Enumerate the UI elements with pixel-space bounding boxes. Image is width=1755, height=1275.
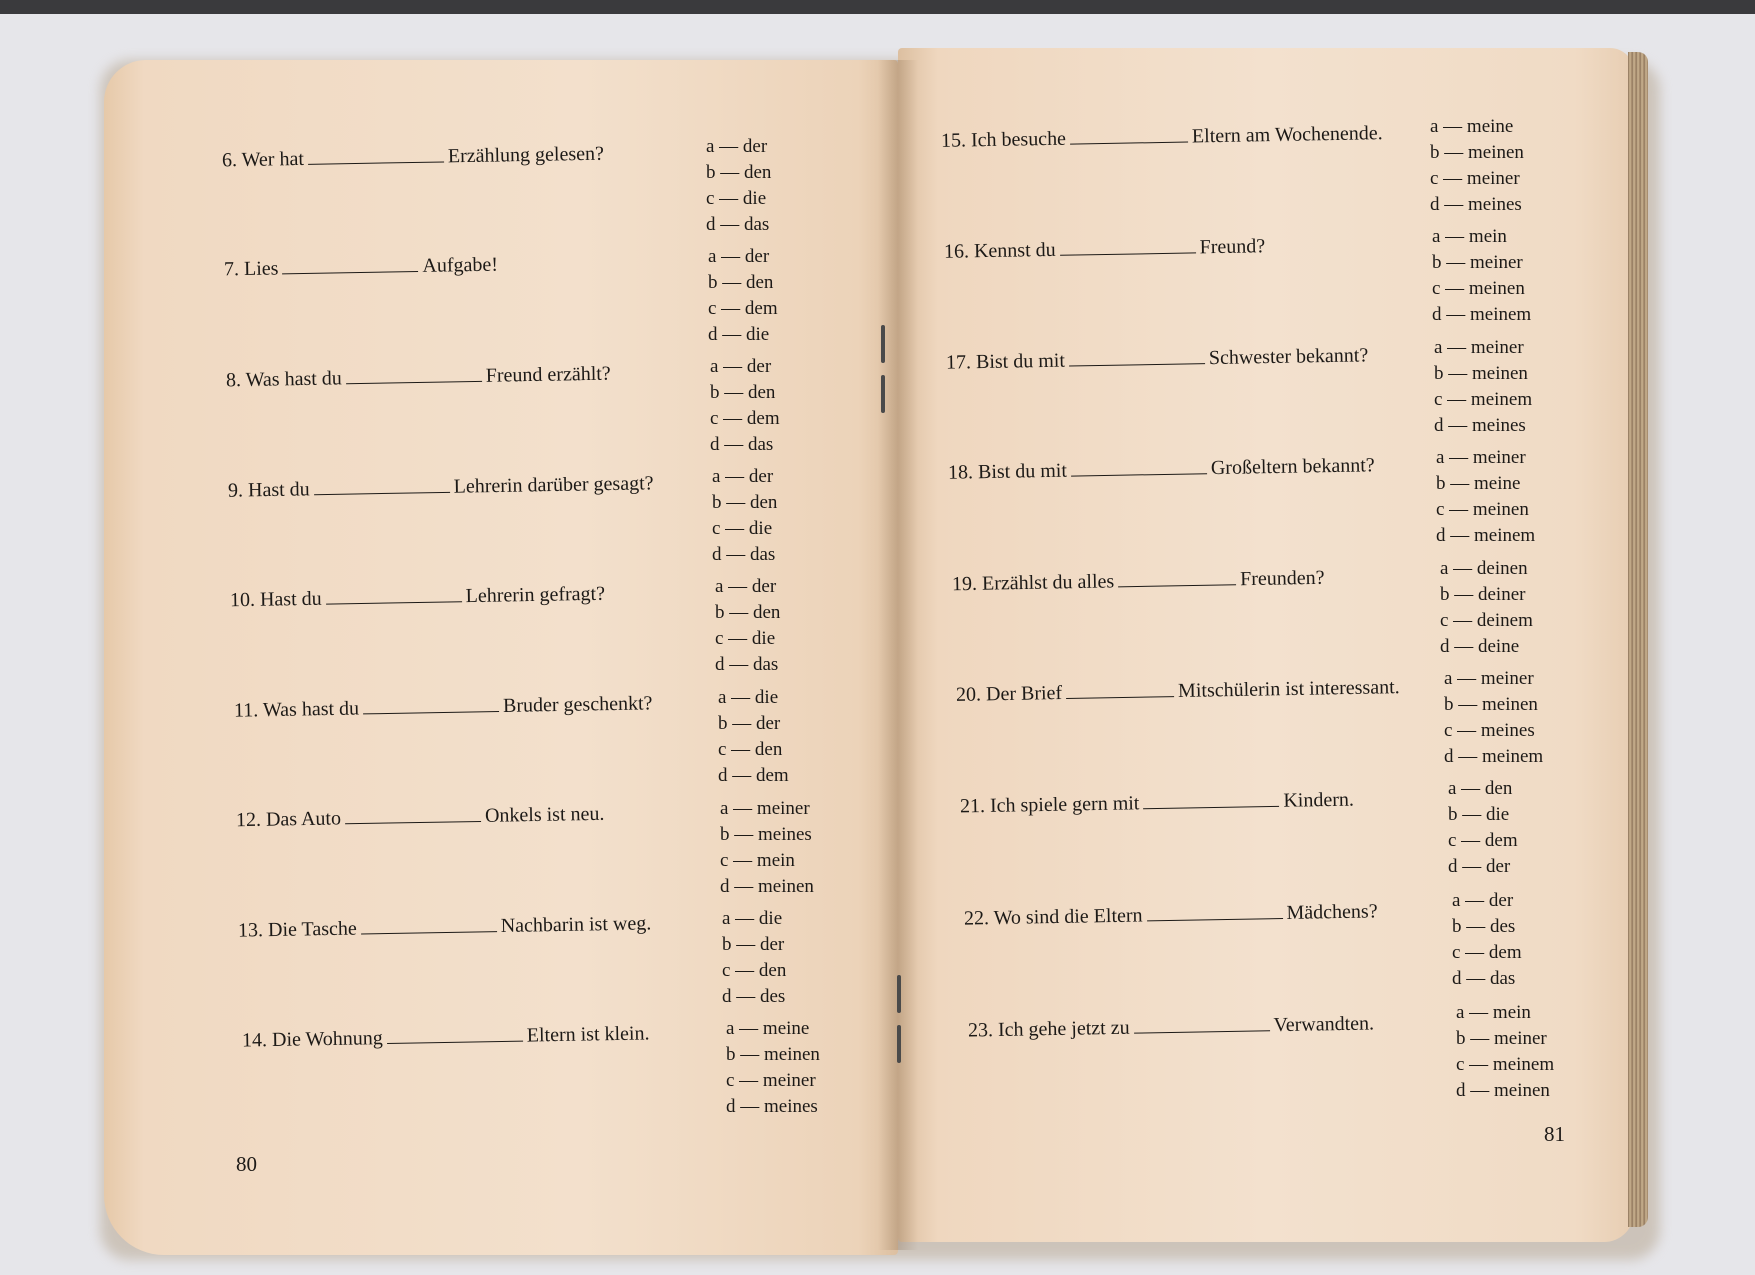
option-b[interactable]: b — den xyxy=(706,162,772,183)
option-d[interactable]: d — die xyxy=(708,324,770,345)
option-d[interactable]: d — meines xyxy=(726,1096,818,1117)
option-c[interactable]: c — meinem xyxy=(1434,389,1533,410)
option-c[interactable]: c — den xyxy=(722,960,787,981)
staple-top xyxy=(881,325,885,363)
option-c[interactable]: c — meinen xyxy=(1436,499,1529,520)
question-number: 8. xyxy=(225,369,242,392)
option-b[interactable]: b — meinen xyxy=(1430,142,1524,163)
question-text-after: Mitschülerin ist interessant. xyxy=(1177,676,1400,702)
option-d[interactable]: d — das xyxy=(706,214,770,235)
question-text-after: Erzählung gelesen? xyxy=(447,142,605,168)
question-number: 9. xyxy=(227,479,244,502)
question-text-after: Schwester bekannt? xyxy=(1208,344,1369,370)
answer-blank[interactable] xyxy=(1143,790,1279,809)
option-d[interactable]: d — meines xyxy=(1430,194,1522,215)
question-text-after: Aufgabe! xyxy=(422,253,499,277)
option-d[interactable]: d — des xyxy=(722,986,786,1007)
question-text-after: Lehrerin darüber gesagt? xyxy=(453,472,654,498)
staple-lower xyxy=(897,975,901,1013)
option-a[interactable]: a — der xyxy=(1452,890,1514,911)
option-b[interactable]: b — meiner xyxy=(1432,252,1523,273)
option-a[interactable]: a — meine xyxy=(1430,116,1514,137)
option-c[interactable]: c — dem xyxy=(710,408,780,429)
option-a[interactable]: a — der xyxy=(706,136,768,157)
option-d[interactable]: d — das xyxy=(710,434,774,455)
question-number: 7. xyxy=(223,258,240,281)
option-a[interactable]: a — den xyxy=(1448,778,1513,799)
question-text-after: Eltern ist klein. xyxy=(526,1022,650,1047)
question-number: 11. xyxy=(233,699,259,722)
option-c[interactable]: c — die xyxy=(715,628,776,649)
answer-blank[interactable] xyxy=(313,476,449,495)
question-text-after: Kindern. xyxy=(1283,788,1355,812)
option-a[interactable]: a — der xyxy=(712,466,774,487)
option-a[interactable]: a — meiner xyxy=(1436,447,1526,468)
question-text-before: Lies xyxy=(243,257,279,281)
options-21 xyxy=(1448,776,1518,880)
question-text-after: Mädchens? xyxy=(1286,900,1378,924)
option-a[interactable]: a — meiner xyxy=(720,798,810,819)
right-page-number: 81 xyxy=(1544,1122,1565,1146)
option-d[interactable]: d — meinen xyxy=(1456,1080,1550,1101)
question-7 xyxy=(224,254,498,282)
options-20 xyxy=(1444,666,1543,770)
answer-blank[interactable] xyxy=(1071,457,1207,476)
staple-middle xyxy=(881,375,885,413)
question-text-after: Lehrerin gefragt? xyxy=(465,582,606,608)
left-page-number: 80 xyxy=(236,1152,257,1176)
question-text-before: Was hast du xyxy=(262,697,360,722)
question-text-after: Freund? xyxy=(1199,235,1266,259)
question-number: 12. xyxy=(235,808,262,832)
question-number: 14. xyxy=(241,1029,268,1052)
staple-bottom xyxy=(897,1025,901,1063)
question-text-before: Ich besuche xyxy=(970,127,1067,152)
options-17 xyxy=(1434,335,1532,439)
question-number: 10. xyxy=(229,588,256,612)
question-text-before: Ich spiele gern mit xyxy=(989,792,1140,817)
scan-top-edge xyxy=(0,0,1755,14)
option-a[interactable]: a — meiner xyxy=(1444,668,1534,689)
question-number: 18. xyxy=(947,461,974,484)
answer-blank[interactable] xyxy=(1118,568,1236,587)
option-b[interactable]: b — den xyxy=(708,272,774,293)
option-c[interactable]: c — meinen xyxy=(1432,278,1525,299)
option-c[interactable]: c — dem xyxy=(1448,830,1518,851)
question-number: 22. xyxy=(963,907,990,930)
question-number: 17. xyxy=(945,351,972,374)
option-b[interactable]: b — des xyxy=(1452,916,1516,937)
question-text-after: Freunden? xyxy=(1239,566,1325,591)
option-b[interactable]: b — deiner xyxy=(1440,584,1526,605)
option-a[interactable]: a — der xyxy=(708,246,770,267)
answer-blank[interactable] xyxy=(1059,236,1195,255)
answer-blank[interactable] xyxy=(361,915,497,934)
question-text-before: Erzählst du alles xyxy=(981,570,1115,595)
option-b[interactable]: b — meine xyxy=(1436,473,1521,494)
question-text-after: Großeltern bekannt? xyxy=(1210,454,1375,480)
question-text-before: Der Brief xyxy=(985,682,1063,706)
answer-blank[interactable] xyxy=(345,805,481,824)
option-b[interactable]: b — meiner xyxy=(1456,1028,1547,1049)
option-a[interactable]: a — mein xyxy=(1456,1002,1531,1023)
options-9 xyxy=(712,464,777,568)
option-c[interactable]: c — die xyxy=(712,518,773,539)
option-a[interactable]: a — der xyxy=(715,576,777,597)
option-a[interactable]: a — die xyxy=(722,908,783,929)
option-b[interactable]: b — meines xyxy=(720,824,812,845)
options-18 xyxy=(1436,445,1535,549)
answer-blank[interactable] xyxy=(325,585,461,604)
question-number: 6. xyxy=(221,149,238,172)
option-b[interactable]: b — meinen xyxy=(726,1044,820,1065)
options-8 xyxy=(710,354,780,458)
option-c[interactable]: c — dem xyxy=(1452,942,1522,963)
answer-blank[interactable] xyxy=(363,695,499,714)
answer-blank[interactable] xyxy=(308,145,444,164)
option-a[interactable]: a — meine xyxy=(726,1018,810,1039)
answer-blank[interactable] xyxy=(387,1025,523,1044)
question-text-before: Die Wohnung xyxy=(271,1027,383,1052)
option-c[interactable]: c — meinem xyxy=(1456,1054,1555,1075)
option-c[interactable]: c — dem xyxy=(708,298,778,319)
question-text-after: Onkels ist neu. xyxy=(484,802,605,827)
option-b[interactable]: b — meinen xyxy=(1444,694,1538,715)
answer-blank[interactable] xyxy=(1066,680,1174,699)
option-c[interactable]: c — die xyxy=(706,188,767,209)
question-number: 13. xyxy=(237,919,264,942)
question-text-after: Nachbarin ist weg. xyxy=(500,912,652,938)
options-11 xyxy=(718,685,789,789)
answer-blank[interactable] xyxy=(1146,902,1282,921)
question-text-before: Das Auto xyxy=(265,807,342,831)
question-text-after: Eltern am Wochenende. xyxy=(1191,122,1383,148)
option-b[interactable]: b — den xyxy=(712,492,778,513)
option-d[interactable]: d — deine xyxy=(1440,636,1520,657)
option-d[interactable]: d — meines xyxy=(1434,415,1526,436)
answer-blank[interactable] xyxy=(1070,126,1188,145)
option-c[interactable]: c — meiner xyxy=(1430,168,1520,189)
option-b[interactable]: b — den xyxy=(710,382,776,403)
options-23 xyxy=(1456,1000,1554,1104)
option-d[interactable]: d — meinem xyxy=(1432,304,1532,325)
option-b[interactable]: b — der xyxy=(722,934,785,955)
option-d[interactable]: d — meinem xyxy=(1444,746,1544,767)
option-a[interactable]: a — der xyxy=(710,356,772,377)
question-number: 16. xyxy=(943,240,970,263)
option-c[interactable]: c — mein xyxy=(720,850,795,871)
question-text-before: Ich gehe jetzt zu xyxy=(997,1016,1130,1042)
options-22 xyxy=(1452,888,1522,992)
option-c[interactable]: c — deinem xyxy=(1440,610,1533,631)
question-text-before: Hast du xyxy=(259,587,322,611)
question-text-after: Bruder geschenkt? xyxy=(502,692,653,717)
option-b[interactable]: b — den xyxy=(715,602,781,623)
answer-blank[interactable] xyxy=(1133,1014,1269,1033)
option-c[interactable]: c — den xyxy=(718,739,783,760)
option-b[interactable]: b — die xyxy=(1448,804,1510,825)
answer-blank[interactable] xyxy=(346,365,482,384)
options-13 xyxy=(722,906,786,1010)
question-number: 23. xyxy=(967,1019,994,1042)
options-15 xyxy=(1430,114,1524,218)
options-10 xyxy=(715,574,780,678)
options-12 xyxy=(720,796,814,900)
option-d[interactable]: d — das xyxy=(1452,968,1516,989)
question-number: 15. xyxy=(940,129,967,152)
question-text-after: Freund erzählt? xyxy=(485,362,611,387)
question-text-before: Kennst du xyxy=(973,238,1056,263)
question-text-before: Bist du mit xyxy=(977,459,1068,484)
answer-blank[interactable] xyxy=(282,255,418,274)
option-c[interactable]: c — meines xyxy=(1444,720,1535,741)
options-7 xyxy=(708,244,778,348)
option-a[interactable]: a — meiner xyxy=(1434,337,1524,358)
question-text-after: Verwandten. xyxy=(1273,1012,1375,1037)
option-d[interactable]: d — meinem xyxy=(1436,525,1536,546)
option-d[interactable]: d — meinen xyxy=(720,876,814,897)
book-spine xyxy=(878,60,918,1250)
question-text-before: Bist du mit xyxy=(975,349,1066,374)
option-b[interactable]: b — der xyxy=(718,713,781,734)
option-d[interactable]: d — das xyxy=(715,654,779,675)
question-text-before: Wer hat xyxy=(241,147,305,171)
option-a[interactable]: a — die xyxy=(718,687,779,708)
option-a[interactable]: a — deinen xyxy=(1440,558,1528,579)
question-number: 21. xyxy=(959,795,986,818)
question-text-before: Wo sind die Eltern xyxy=(993,904,1143,930)
option-d[interactable]: d — das xyxy=(712,544,776,565)
option-d[interactable]: d — dem xyxy=(718,765,789,786)
options-6 xyxy=(706,134,771,238)
question-number: 19. xyxy=(951,572,978,596)
answer-blank[interactable] xyxy=(1069,347,1205,366)
option-a[interactable]: a — mein xyxy=(1432,226,1507,247)
question-text-before: Was hast du xyxy=(245,367,342,392)
option-c[interactable]: c — meiner xyxy=(726,1070,816,1091)
question-text-before: Die Tasche xyxy=(267,917,357,942)
options-16 xyxy=(1432,224,1531,328)
option-b[interactable]: b — meinen xyxy=(1434,363,1528,384)
options-19 xyxy=(1440,556,1533,660)
question-text-before: Hast du xyxy=(247,478,310,502)
question-number: 20. xyxy=(955,683,982,706)
options-14 xyxy=(726,1016,820,1120)
option-d[interactable]: d — der xyxy=(1448,856,1511,877)
page-stack-edge xyxy=(1628,52,1648,1227)
